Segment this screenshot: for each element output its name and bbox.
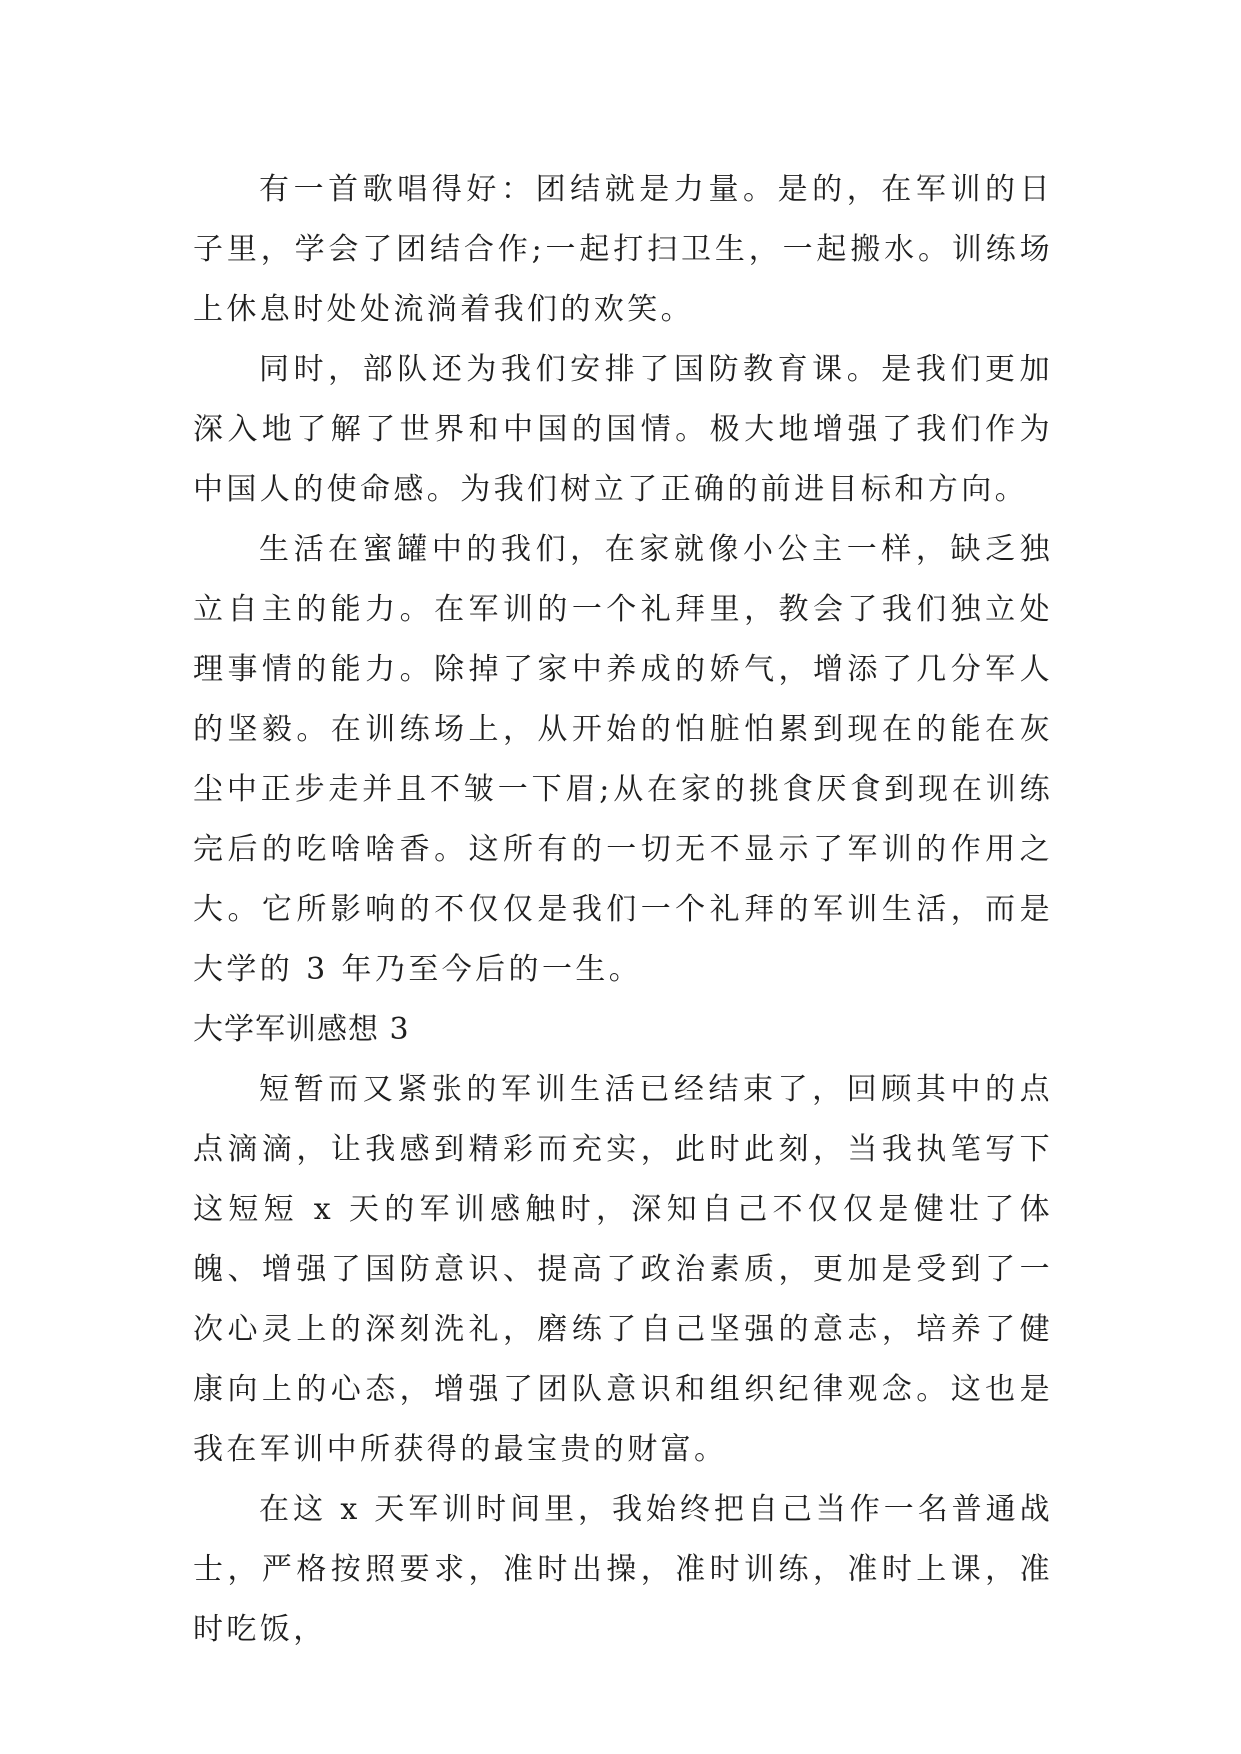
section-heading: 大学军训感想 3	[193, 1012, 410, 1047]
paragraph-defense-education: 同时，部队还为我们安排了国防教育课。是我们更加深入地了解了世界和中国的国情。极大地增强了我们作为中国人的使命感。为我们树立了正确的前进目标和方向。	[193, 352, 1053, 507]
document-body	[193, 160, 1053, 1660]
paragraph-reflection: 短暂而又紧张的军训生活已经结束了，回顾其中的点点滴滴，让我感到精彩而充实，此时此刻，当我执笔写下这短短 x 天的军训感触时，深知自己不仅仅是健壮了体魄、增强了国防意识、提高了政治素质，更加是受到了一次心灵上的深刻洗礼，磨练了自己坚强的意志，培养了健康向上的心态，增强了团队意识和组织纪律观念。这也是我在军训中所获得的最宝贵的财富。	[193, 1072, 1053, 1467]
paragraph-soldier: 在这 x 天军训时间里，我始终把自己当作一名普通战士，严格按照要求，准时出操，准时训练，准时上课，准时吃饭，	[193, 1492, 1053, 1647]
paragraph-teamwork: 有一首歌唱得好：团结就是力量。是的，在军训的日子里，学会了团结合作;一起打扫卫生，一起搬水。训练场上休息时处处流淌着我们的欢笑。	[193, 172, 1053, 327]
paragraph-independence: 生活在蜜罐中的我们，在家就像小公主一样，缺乏独立自主的能力。在军训的一个礼拜里，教会了我们独立处理事情的能力。除掉了家中养成的娇气，增添了几分军人的坚毅。在训练场上，从开始的怕脏怕累到现在的能在灰尘中正步走并且不皱一下眉;从在家的挑食厌食到现在训练完后的吃啥啥香。这所有的一切无不显示了军训的作用之大。它所影响的不仅仅是我们一个礼拜的军训生活，而是大学的 3 年乃至今后的一生。	[193, 532, 1053, 987]
